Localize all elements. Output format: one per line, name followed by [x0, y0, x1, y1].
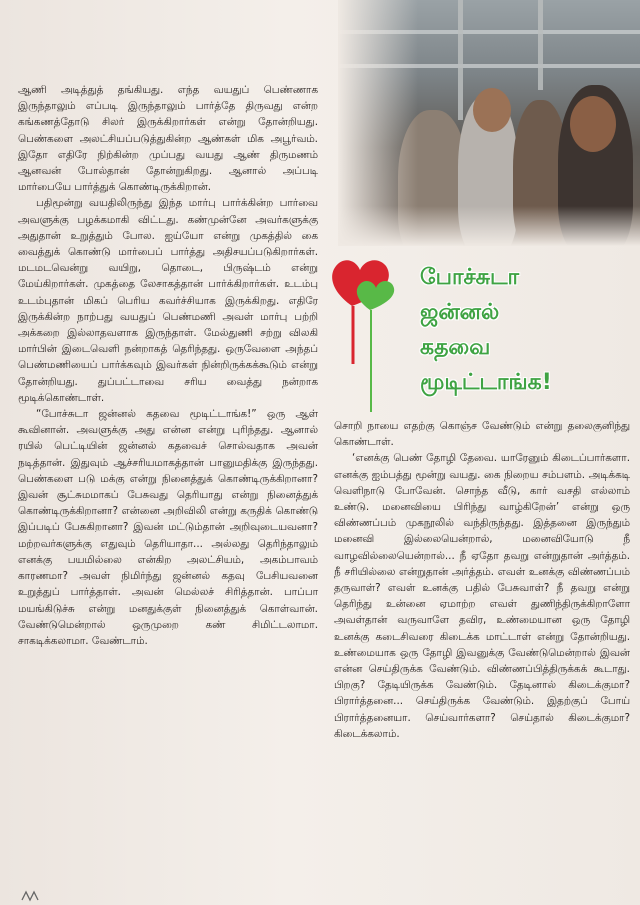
- pull-quote-line: மூடிட்டாங்க!: [420, 370, 552, 395]
- pull-quote-line: ஜன்னல்: [420, 300, 500, 325]
- paragraph: “போச்சுடா ஜன்னல் கதவை மூடிட்டாங்க!” ஒரு ஆள் கூவினான். அவளுக்கு அது என்ன என்று புரிந்தது. ஆனால் ரயில் பெட்டியின் ஜன்னல் கதவைச் சொல்வதாக அவன் நடித்தான். இதுவும் ஆச்சரியமாகத்தான் பானுமதிக்கு இருந்தது. பெண்களை படு மக்கு என்று நினைத்துக் கொண்டிருக்கிறானா? இவன் சூட்சுமமாகப் பேசுவது தெரியாது என்று நினைத்துக் கொண்டிருக்கிறானா? என்னை அறிவிலி என்று கருதிக் கொண்டு இப்படிப் பேசுகிறானா? இவன் மட்டும்தான் அறிவுடையவனா? மற்றவர்களுக்கு எதுவும் தெரியாதா... அல்லது தெரிந்தாலும் எனக்கு பயமில்லை என்கிற அலட்சியம், அகம்பாவம் காரணமா? அவள் நிமிர்ந்து ஜன்னல் கதவு பேசியவனை உறுத்துப் பார்த்தாள். அவன் மெல்லச் சிரித்தான். பாப்பா மயங்கிடுச்சு என்று மனதுக்குள் நினைத்துக் கொள்வான். வேண்டுமென்றால் ஒருமுறை கண் சிமிட்டலாமா. சாகடிக்கலாமா. வேண்டாம்.: [18, 408, 318, 647]
- paragraph: சொறி நாயை எதற்கு கொஞ்ச வேண்டும் என்று தலைகுனிந்து கொண்டாள்.: [334, 420, 630, 449]
- commuters-photo: [338, 0, 640, 246]
- pull-quote-line: போச்சுடா: [420, 265, 520, 290]
- paragraph: ஆணி அடித்துத் தங்கியது. எந்த வயதுப் பெண்ணாக இருந்தாலும் எப்படி இருந்தாலும் பார்த்தே திருவது என்ற கங்கணத்தோடு சிலர் இருக்கிறார்கள் என்று தோன்றியது. பெண்களை அலட்சியப்படுத்துகின்ற ஆண்கள் மிக அபூர்வம். இதோ எதிரே நிற்கின்ற முப்பது வயது ஆண் திருமணம் ஆனவன் போல்தான் தோன்றுகிறது. ஆனால் அப்படி மார்பையே பார்த்துக் கொண்டிருக்கிறான்.: [18, 84, 318, 194]
- pull-quote-line: கதவை: [420, 335, 491, 360]
- two-hearts-balloon-icon: [326, 252, 406, 416]
- page-corner-mark-icon: [20, 888, 40, 902]
- paragraph: பதிமூன்று வயதிலிருந்து இந்த மார்பு பார்க்கின்ற பார்வை அவளுக்கு பழக்கமாகி விட்டது. கண்முன்னே அவர்களுக்கு அதுதான் உறுத்தும் போல. ஐய்யோ என்று முகத்தில் கை வைத்துக் கொண்டு மார்பைப் பார்த்து அதிசயப்படுகிறார்கள். மடமடவென்று வயிறு, தொடை, பிருஷ்டம் என்று மேய்கிறார்கள். முகத்தை லேசாகத்தான் பார்க்கிறார்கள். உடம்பு உடம்புதான் மிகப் பெரிய கவர்ச்சியாக இருக்கிறது. எதிரே இருக்கின்ற நாற்பது வயதுப் பெண்மணி அவள் மார்பு பற்றி அக்கறை இல்லாதவளாக இருந்தாள். மேல்துணி சற்று விலகி மார்பின் இடைவெளி நன்றாகத் தெரிந்தது. ஒருவேளை அந்தப் பெண்மணியைப் பார்க்கவும் இவர்கள் நின்றிருக்கக்கூடும் என்று தோன்றியது. துப்பட்டாவை சரிய வைத்து நன்றாக மூடிக்கொண்டாள்.: [18, 197, 318, 404]
- pull-quote: [420, 260, 570, 400]
- left-column: [18, 82, 318, 649]
- paragraph: ‘எனக்கு பெண் தோழி தேவை. யாரேனும் கிடைப்பார்களா. எனக்கு ஐம்பத்து மூன்று வயது. கை நிறைய சம்பளம். அடிக்கடி வெளிநாடு போவேன். சொந்த வீடு, கார் வசதி எல்லாம் உண்டு. மனைவியை பிரிந்து வாழ்கிறேன்’ என்று ஒரு விண்ணப்பம் முகநூலில் வந்திருந்தது. இத்தனை இருந்தும் மனைவி இல்லையென்றால், மனைவியோடு நீ வாழவில்லையென்றால்... நீ ஏதோ தவறு என்றுதான் அர்த்தம். நீ சரியில்லை என்றுதான் அர்த்தம். எவள் உனக்கு விண்ணப்பம் தருவாள்? எவள் உனக்கு பதில் பேசுவாள்? நீ தவறு என்று தெரிந்து உன்னை ஏமாற்ற எவள் துணிந்திருக்கிறாளோ அவள்தான் வருவாளே தவிர, உண்மையான ஒரு தோழி உனக்கு கடைசிவரை கிடைக்க மாட்டாள் என்று தோன்றியது. உண்மையாக ஒரு தோழி இவனுக்கு வேண்டுமென்றால் இவன் என்ன செய்திருக்க வேண்டும். விண்ணப்பித்திருக்கக் கூடாது. பிறகு? தேடியிருக்க வேண்டும். தேடினால் கிடைக்குமா? பிரார்த்தனை... செய்திருக்க வேண்டும். இதற்குப் போய் பிரார்த்தனையா. செய்வார்களா? செய்தால் கிடைக்குமா? கிடைக்கலாம்.: [334, 452, 630, 740]
- right-column: [334, 418, 630, 742]
